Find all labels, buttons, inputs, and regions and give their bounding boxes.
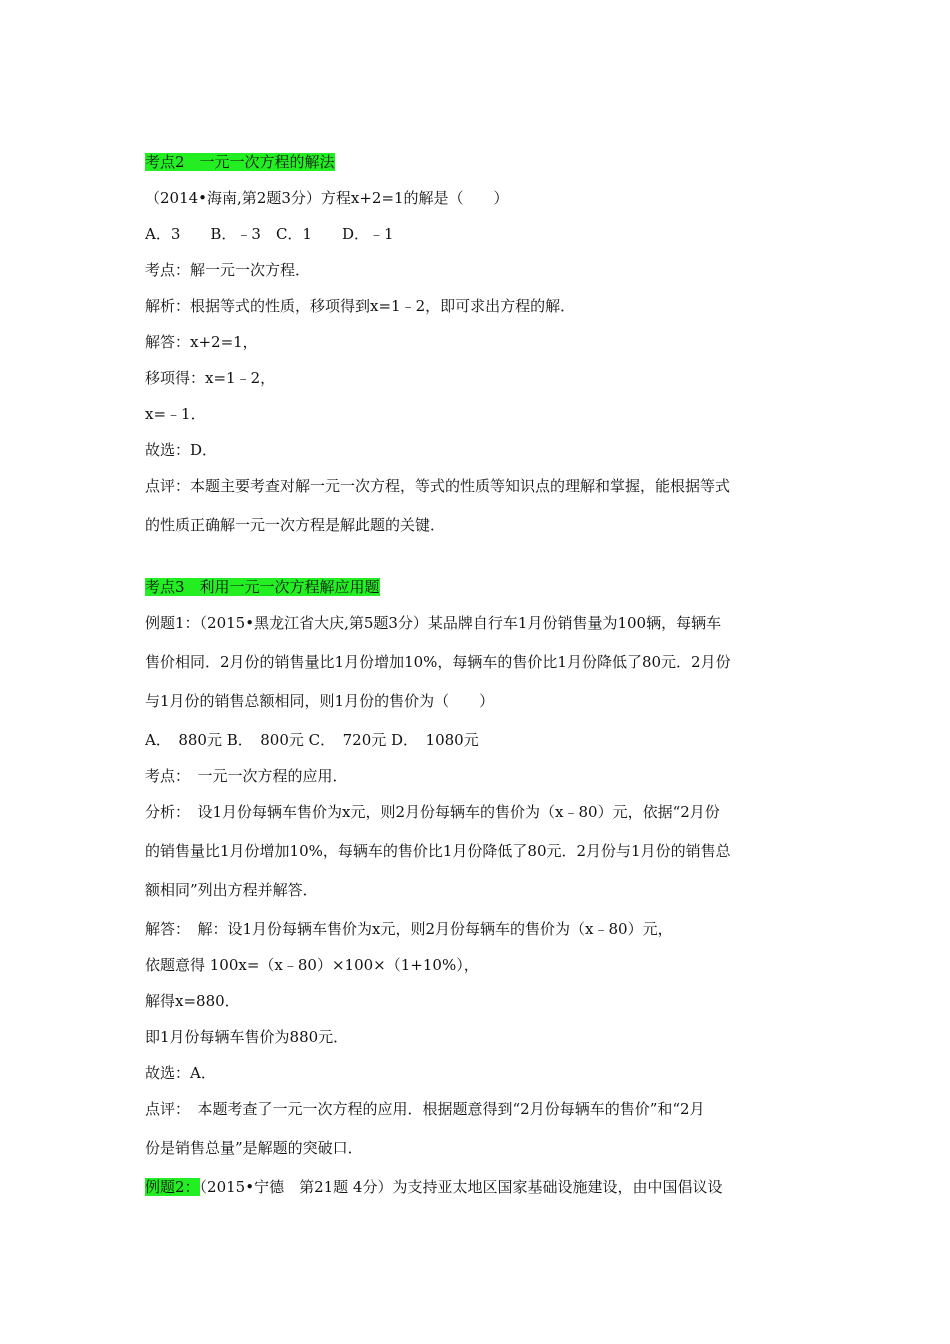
ex1-fenxi-1: 分析： 设1月份每辆车售价为x元，则2月份每辆车的售价为（x﹣80）元，依据“2月份 [145, 803, 720, 821]
section2-jieda: 解答：x+2=1， [145, 333, 258, 351]
ex1-line1: 例题1：（2015•黑龙江省大庆,第5题3分）某品牌自行车1月份销售量为100辆，每辆车 [145, 614, 722, 632]
ex1-line2: 售价相同．2月份的销售量比1月份增加10%，每辆车的售价比1月份降低了80元．2月份 [145, 653, 731, 671]
section2-kaodian: 考点：解一元一次方程． [145, 261, 311, 279]
ex1-options: A． 880元 B． 800元 C． 720元 D． 1080元 [145, 731, 479, 749]
section2-question: （2014•海南,第2题3分）方程x+2=1的解是（ ） [145, 189, 509, 207]
section2-options: A．3 B．﹣3 C．1 D．﹣1 [145, 225, 394, 243]
ex1-dianping-2: 份是销售总量”是解题的突破口． [145, 1139, 363, 1157]
section2-heading [145, 152, 815, 172]
ex1-line3: 与1月份的销售总额相同，则1月份的售价为（ ） [145, 692, 495, 710]
section2-guxuan: 故选：D． [145, 441, 218, 459]
ex2-text: （2015•宁德 第21题 4分）为支持亚太地区国家基础设施建设，由中国倡议设 [199, 1178, 723, 1196]
ex1-fenxi-3: 额相同”列出方程并解答． [145, 881, 318, 899]
ex2-label: 例题2： [145, 1178, 200, 1196]
section2-heading-highlight: 考点2 一元一次方程的解法 [145, 153, 335, 171]
section2-dianping-2: 的性质正确解一元一次方程是解此题的关键． [145, 516, 446, 534]
ex1-step2: 解得x=880． [145, 992, 240, 1010]
ex1-guxuan: 故选：A． [145, 1064, 216, 1082]
ex1-step1: 依题意得 100x=（x﹣80）×100×（1+10%）， [145, 956, 479, 974]
ex1-fenxi-2: 的销售量比1月份增加10%，每辆车的售价比1月份降低了80元．2月份与1月份的销售总 [145, 842, 731, 860]
ex1-step3: 即1月份每辆车售价为880元． [145, 1028, 349, 1046]
ex2-line1 [145, 1177, 815, 1197]
section2-step2: x=﹣1． [145, 405, 206, 423]
ex1-kaodian: 考点： 一元一次方程的应用． [145, 767, 348, 785]
section2-jiexi: 解析：根据等式的性质，移项得到x=1﹣2，即可求出方程的解． [145, 297, 576, 315]
ex1-dianping-1: 点评： 本题考查了一元一次方程的应用．根据题意得到“2月份每辆车的售价”和“2月 [145, 1100, 705, 1118]
section2-dianping-1: 点评：本题主要考查对解一元一次方程，等式的性质等知识点的理解和掌握，能根据等式 [145, 477, 731, 495]
section2-step1: 移项得：x=1﹣2， [145, 369, 276, 387]
section3-heading-highlight: 考点3 利用一元一次方程解应用题 [145, 578, 380, 596]
section3-heading [145, 577, 815, 597]
ex1-jieda: 解答： 解：设1月份每辆车售价为x元，则2月份每辆车的售价为（x﹣80）元， [145, 920, 673, 938]
